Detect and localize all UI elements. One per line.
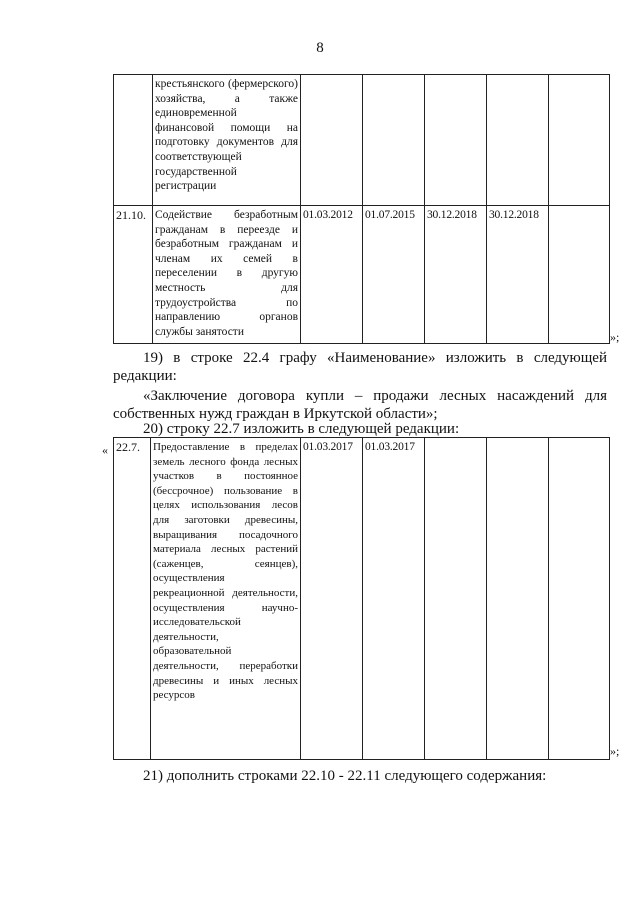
row-name-cell: крестьянского (фермерского) хозяйства, а также единовременной финансовой помощи на подготовку документов для соответствующей государственной регистрации	[153, 75, 301, 206]
quoted-name-line2: собственных нужд граждан в Иркутской области»;	[113, 406, 438, 422]
row-number-cell: 21.10.	[114, 206, 153, 344]
date-cell	[487, 75, 549, 206]
opening-quote: «	[102, 443, 108, 457]
date-cell	[425, 75, 487, 206]
row-name-cell: Предоставление в пределах земель лесного фонда лесных участков в постоянное (бессрочное) пользование в целях использования лесов для заготовки древесины, выращивания посадочного материала лесных растений (саженцев, сеянцев), осуществления рекреационной деятельности, осуществления научно-исследовательской деятельности, образовательной деятельности, переработки древесины и иных лесных ресурсов	[151, 438, 301, 760]
date-cell: 01.07.2015	[363, 206, 425, 344]
empty-cell	[549, 206, 610, 344]
date-cell: 30.12.2018	[425, 206, 487, 344]
table-row-22-7	[113, 437, 610, 760]
table-row	[114, 438, 610, 760]
row-number-cell	[114, 75, 153, 206]
date-cell	[301, 75, 363, 206]
table-row	[114, 75, 610, 206]
date-cell	[425, 438, 487, 760]
paragraph-19-line2: редакции:	[113, 368, 177, 384]
date-cell: 30.12.2018	[487, 206, 549, 344]
page-number: 8	[316, 40, 324, 56]
empty-cell	[549, 438, 610, 760]
table-row	[114, 206, 610, 344]
closing-quote: »;	[610, 744, 620, 758]
closing-quote: »;	[610, 330, 620, 344]
row-number-cell: 22.7.	[114, 438, 151, 760]
date-cell: 01.03.2017	[301, 438, 363, 760]
table-continuation	[113, 74, 610, 344]
row-name-cell: Содействие безработным гражданам в переезде и безработным гражданам и членам их семей в переселении в другую местность для трудоустройства по направлению органов службы занятости	[153, 206, 301, 344]
date-cell: 01.03.2012	[301, 206, 363, 344]
date-cell	[487, 438, 549, 760]
date-cell: 01.03.2017	[363, 438, 425, 760]
paragraph-20: 20) строку 22.7 изложить в следующей редакции:	[143, 421, 460, 437]
paragraph-21: 21) дополнить строками 22.10 - 22.11 следующего содержания:	[143, 768, 547, 784]
paragraph-19-line1: 19) в строке 22.4 графу «Наименование» изложить в следующей	[143, 350, 607, 366]
quoted-name-line1: «Заключение договора купли – продажи лесных насаждений для	[143, 388, 607, 404]
empty-cell	[549, 75, 610, 206]
date-cell	[363, 75, 425, 206]
